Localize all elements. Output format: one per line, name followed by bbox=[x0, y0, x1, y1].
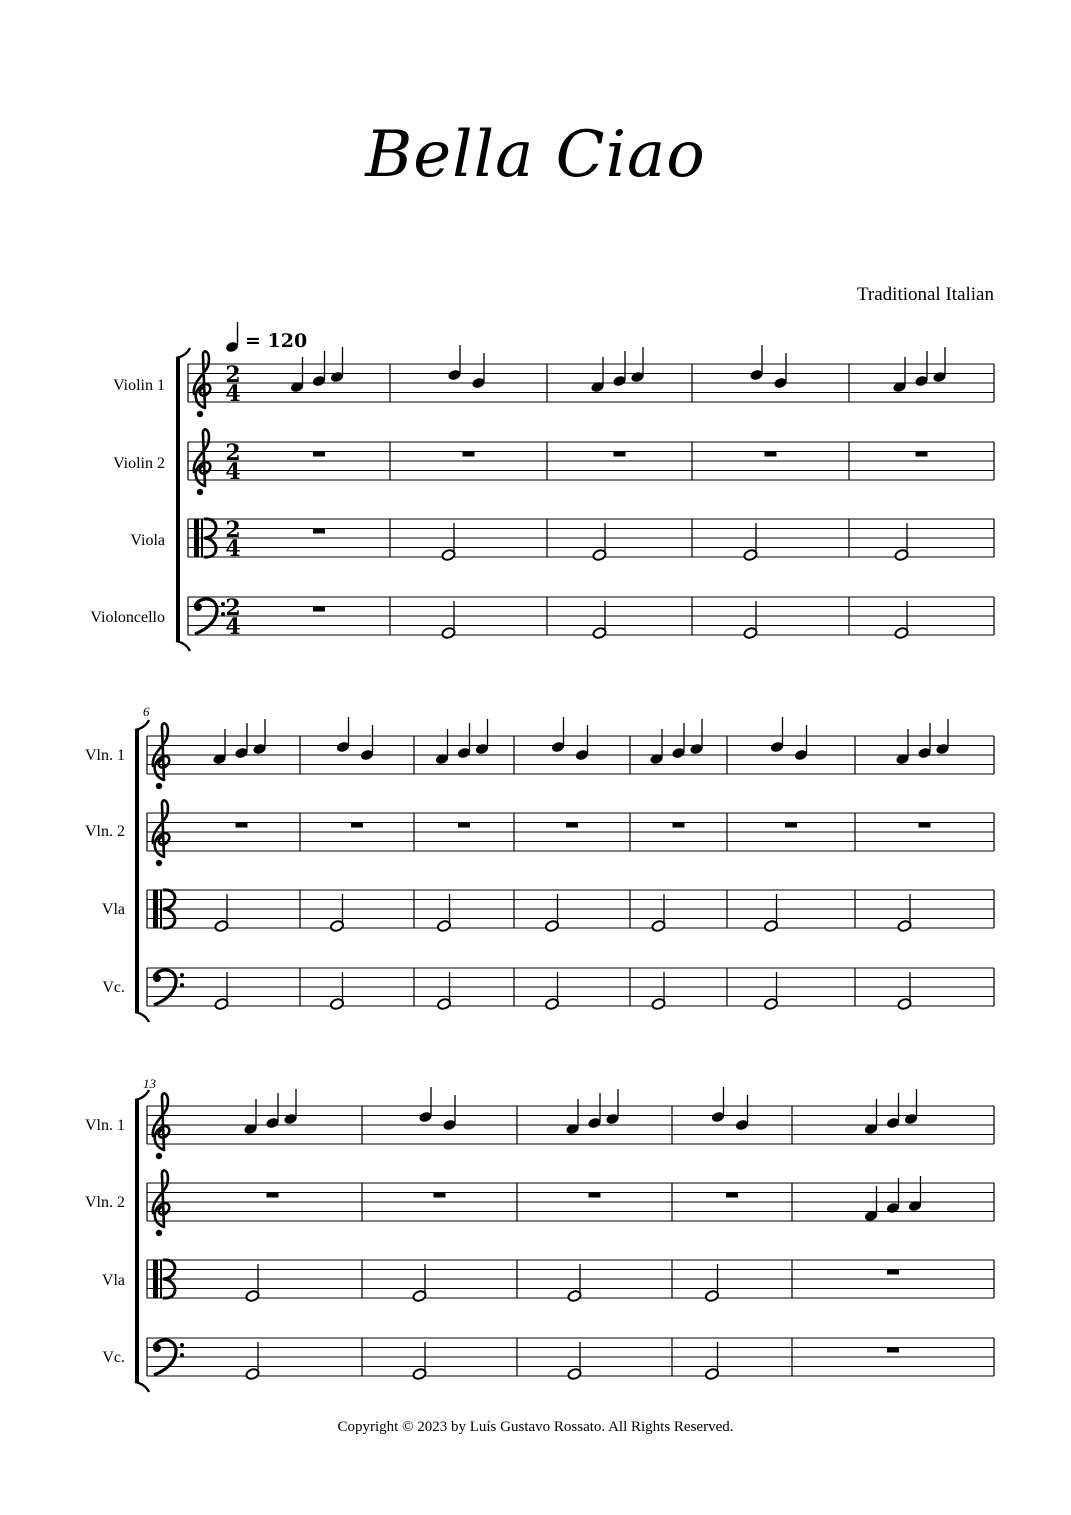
treble-clef-tail bbox=[156, 1153, 162, 1159]
treble-clef-tail bbox=[197, 411, 203, 417]
measure-number-13: 13 bbox=[143, 1076, 156, 1091]
bass-clef-dot-upper bbox=[180, 973, 184, 977]
alto-clef-icon bbox=[153, 1260, 158, 1298]
whole-rest-icon bbox=[919, 823, 931, 828]
copyright-notice: Copyright © 2023 by Luís Gustavo Rossato. All Rights Reserved. bbox=[337, 1419, 734, 1435]
staff-label-vln-2: Vln. 2 bbox=[85, 1194, 125, 1211]
whole-rest-icon bbox=[463, 452, 475, 457]
staff-label-violin-1: Violin 1 bbox=[113, 377, 165, 394]
time-signature-bottom: 4 bbox=[225, 536, 241, 562]
time-signature-top: 2 bbox=[225, 595, 241, 621]
bass-clef-dot-lower bbox=[180, 983, 184, 987]
treble-clef-tail bbox=[197, 489, 203, 495]
staff-label-vc: Vc. bbox=[102, 1349, 125, 1366]
bracket-top-hook bbox=[176, 348, 190, 358]
tempo-marking bbox=[225, 322, 307, 353]
alto-clef-icon bbox=[194, 519, 199, 557]
alto-clef-bar bbox=[201, 519, 203, 557]
alto-clef-bar bbox=[160, 890, 162, 928]
measure-number-6: 6 bbox=[143, 704, 150, 719]
system-bracket bbox=[176, 358, 180, 641]
staff-label-violin-2: Violin 2 bbox=[113, 455, 165, 472]
system-bracket bbox=[135, 730, 139, 1012]
whole-rest-icon bbox=[887, 1270, 899, 1275]
whole-rest-icon bbox=[458, 823, 470, 828]
bass-clef-dot bbox=[194, 603, 202, 611]
staff-label-viola: Viola bbox=[130, 532, 165, 549]
time-signature-top: 2 bbox=[225, 440, 241, 466]
alto-clef-bar bbox=[160, 1260, 162, 1298]
whole-rest-icon bbox=[236, 823, 248, 828]
staff-label-vln-1: Vln. 1 bbox=[85, 1117, 125, 1134]
treble-clef-icon bbox=[153, 1093, 170, 1150]
bracket-bottom-hook bbox=[176, 641, 190, 651]
bass-clef-dot-lower bbox=[180, 1353, 184, 1357]
time-signature-bottom: 4 bbox=[225, 614, 241, 640]
whole-rest-icon bbox=[726, 1193, 738, 1198]
bass-clef-dot bbox=[153, 974, 161, 982]
score-title: Bella Ciao bbox=[365, 118, 706, 192]
treble-clef-icon bbox=[194, 351, 211, 408]
staff-label-vla: Vla bbox=[101, 1272, 125, 1289]
staff-label-vln-2: Vln. 2 bbox=[85, 823, 125, 840]
staff-label-vc: Vc. bbox=[102, 979, 125, 996]
system-bracket bbox=[135, 1100, 139, 1382]
treble-clef-icon bbox=[153, 1170, 170, 1227]
whole-rest-icon bbox=[313, 529, 325, 534]
treble-clef-tail bbox=[156, 783, 162, 789]
composer-credit: Traditional Italian bbox=[856, 284, 994, 305]
staff-label-violoncello: Violoncello bbox=[90, 609, 165, 626]
system-1 bbox=[90, 345, 994, 651]
whole-rest-icon bbox=[313, 607, 325, 612]
whole-rest-icon bbox=[313, 452, 325, 457]
staff-label-vln-1: Vln. 1 bbox=[85, 747, 125, 764]
whole-rest-icon bbox=[673, 823, 685, 828]
treble-clef-tail bbox=[156, 860, 162, 866]
whole-rest-icon bbox=[614, 452, 626, 457]
whole-rest-icon bbox=[566, 823, 578, 828]
treble-clef-tail bbox=[156, 1230, 162, 1236]
whole-rest-icon bbox=[589, 1193, 601, 1198]
treble-clef-icon bbox=[194, 429, 211, 486]
bracket-bottom-hook bbox=[135, 1382, 149, 1392]
whole-rest-icon bbox=[765, 452, 777, 457]
bass-clef-dot bbox=[153, 1344, 161, 1352]
time-signature-top: 2 bbox=[225, 517, 241, 543]
treble-clef-icon bbox=[153, 723, 170, 780]
whole-rest-icon bbox=[267, 1193, 279, 1198]
time-signature-bottom: 4 bbox=[225, 381, 241, 407]
system-3 bbox=[85, 1076, 994, 1392]
whole-rest-icon bbox=[785, 823, 797, 828]
whole-rest-icon bbox=[434, 1193, 446, 1198]
bracket-bottom-hook bbox=[135, 1012, 149, 1022]
staff-label-vla: Vla bbox=[101, 901, 125, 918]
whole-rest-icon bbox=[916, 452, 928, 457]
bracket-top-hook bbox=[135, 720, 149, 730]
whole-rest-icon bbox=[351, 823, 363, 828]
tempo-value: = 120 bbox=[245, 330, 308, 352]
treble-clef-icon bbox=[153, 800, 170, 857]
system-2 bbox=[85, 704, 994, 1022]
bass-clef-dot-upper bbox=[180, 1343, 184, 1347]
time-signature-top: 2 bbox=[225, 362, 241, 388]
time-signature-bottom: 4 bbox=[225, 459, 241, 485]
bracket-top-hook bbox=[135, 1090, 149, 1100]
alto-clef-icon bbox=[153, 890, 158, 928]
whole-rest-icon bbox=[887, 1348, 899, 1353]
